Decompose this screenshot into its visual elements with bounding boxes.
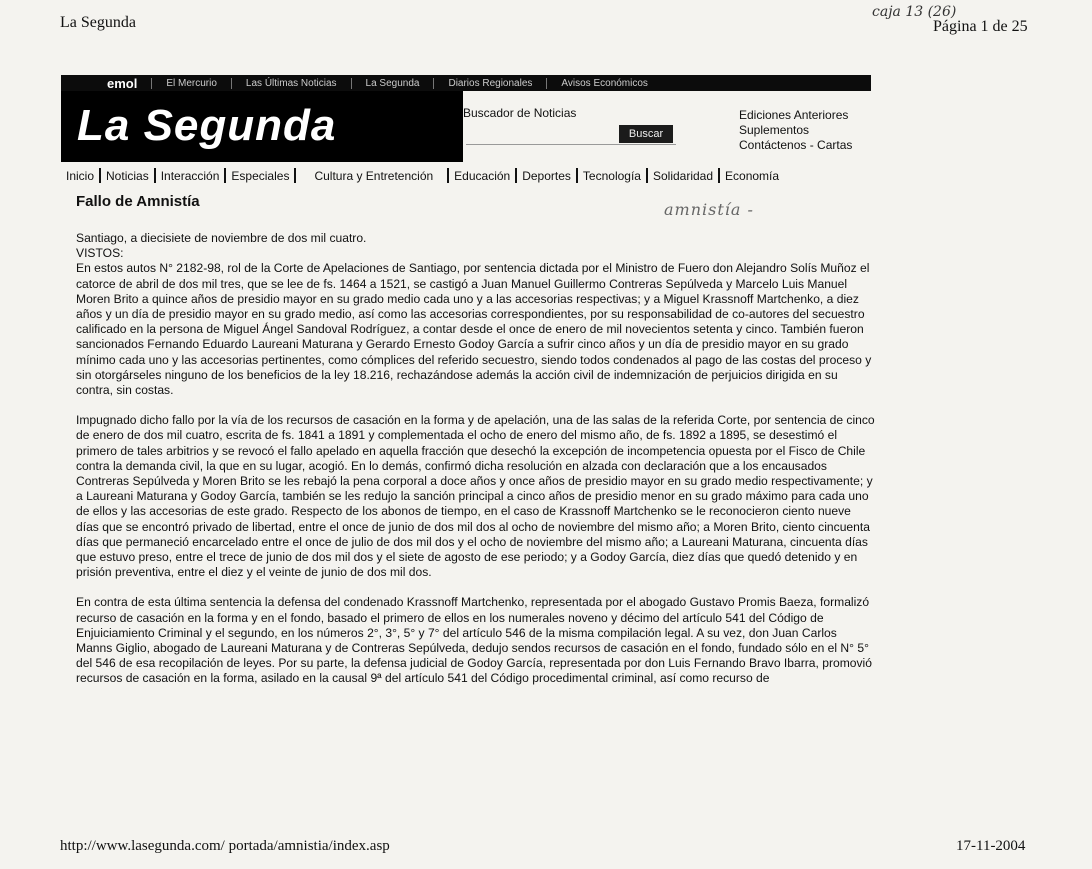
article-title: Fallo de Amnistía (76, 193, 200, 210)
logo-text: La Segunda (77, 101, 337, 150)
footer-date: 17-11-2004 (956, 838, 1026, 854)
nav-economia[interactable]: Economía (725, 169, 780, 183)
emol-link-las-ultimas-noticias[interactable]: Las Últimas Noticias (231, 78, 351, 89)
page-number: Página 1 de 25 (933, 18, 1028, 35)
side-links (739, 108, 852, 153)
nav-educacion[interactable]: Educación (454, 169, 511, 183)
emol-link-avisos-economicos[interactable]: Avisos Económicos (546, 78, 662, 89)
nav-separator (99, 168, 101, 183)
emol-link-la-segunda[interactable]: La Segunda (351, 78, 434, 89)
search-label: Buscador de Noticias (463, 106, 577, 120)
nav-separator (154, 168, 156, 183)
nav-separator (576, 168, 578, 183)
nav-separator (294, 168, 296, 183)
handwritten-note-margin: amnistía - (664, 200, 754, 219)
article-date-line: Santiago, a diecisiete de noviembre de dos mil cuatro. (76, 231, 367, 245)
emol-logo[interactable]: emol (107, 75, 138, 91)
link-suplementos[interactable]: Suplementos (739, 123, 810, 137)
article-paragraph: Impugnado dicho fallo por la vía de los recursos de casación en la forma y de apelación, una de las salas de la referida Corte, por sentencia de cinco de enero de dos mil cuatro, escrita de fs. 1841 a 1891 y complementada el ocho de enero del mismo año, de fs. 1892 a 1895, se desestimó el primero de tales arbitrios y se revocó el fallo apelado en aquella fracción que desechó la excepción de incompetencia opuesta por el Fisco de Chile contra la demanda civil, la que en su lugar, acogió. En lo demás, confirmó dicha resolución en alzada con declaración que a los encausados Contreras Sepúlveda y Moren Brito se les rebajó la pena corporal a doce años y once años de presidio mayor en su grado medio respectivamente; y a Laureani Maturana y Godoy García, también se les redujo la sanción principal a cinco años de presidio menor en su grado máximo para cada uno de ellos y las accesorias de este grado. Respecto de los abonos de tiempo, en el caso de Krassnoff Martchenko se le reconocieron ciento nueve días que se encontró privado de libertad, entre el once de junio de dos mil dos al ocho de noviembre del mismo año; a Moren Brito, ciento cincuenta días que permaneció encarcelado entre el once de julio de dos mil dos y el ocho de noviembre del mismo año; a Laureani Maturana, cincuenta días que estuvo preso, entre el trece de junio de dos mil dos y el siete de agosto de ese periodo; y a Godoy García, diez días que quedó detenido y en prisión preventiva, entre el diez y el veinte de junio de dos mil dos. (76, 413, 875, 580)
link-contactenos-cartas[interactable]: Contáctenos - Cartas (739, 138, 853, 152)
nav-interaccion[interactable]: Interacción (160, 169, 220, 183)
nav-deportes[interactable]: Deportes (522, 169, 571, 183)
nav-separator (646, 168, 648, 183)
handwritten-note-top: caja 13 (26) (872, 4, 957, 20)
nav-separator (447, 168, 449, 183)
nav-noticias[interactable]: Noticias (106, 169, 149, 183)
site-logo[interactable] (61, 91, 463, 162)
article-vistos: VISTOS: (76, 246, 124, 261)
main-nav (66, 168, 779, 185)
nav-inicio[interactable]: Inicio (66, 169, 95, 183)
nav-separator (224, 168, 226, 183)
article-paragraph: En estos autos N° 2182-98, rol de la Corte de Apelaciones de Santiago, por sentencia dictada por el Ministro de Fuero don Alejandro Solís Muñoz el catorce de abril de dos mil tres, que se lee de fs. 1464 a 1521, se castigó a Juan Manuel Guillermo Contreras Sepúlveda y Marcelo Luis Manuel Moren Brito a quince años de presidio mayor en su grado medio cada uno y a las accesorias respectivas; y a Miguel Krassnoff Martchenko, a diez años y un día de presidio mayor en su grado medio, así como las accesorias correspondientes, por su responsabilidad de co-autores del secuestro calificado en la persona de Miguel Ángel Sandoval Rodríguez, a contar desde el once de enero de mil novecientos setenta y cinco. También fueron sancionados Fernando Eduardo Laureani Maturana y Gerardo Ernesto Godoy García a sufrir cinco años y un día de presidio mayor en su grado mínimo cada uno y las accesorias pertinentes, como cómplices del referido secuestro, siendo todos condenados al pago de las costas del proceso y sin otorgárseles ninguno de los beneficios de la ley 18.216, rechazándose además la acción civil de indemnización de perjuicios dirigida en su contra, sin costas. (76, 261, 872, 398)
header-site-title: La Segunda (60, 14, 136, 31)
article-body (76, 231, 876, 702)
article-paragraph: En contra de esta última sentencia la defensa del condenado Krassnoff Martchenko, representada por el abogado Gustavo Promis Baeza, formalizó recurso de casación en la forma y en el fondo, basado el primero de ellos en los numerales noveno y décimo del artículo 541 del Código de Enjuiciamiento Criminal y el segundo, en los números 2°, 3°, 5° y 7° del artículo 546 de la misma compilación legal. A su vez, don Juan Carlos Manns Giglio, abogado de Laureani Maturana y de Contreras Sepúlveda, dedujo sendos recursos de casación en el fondo, fundado sólo en el N° 5° del 546 de esa recopilación de leyes. Por su parte, la defensa judicial de Godoy García, representada por don Luis Fernando Bravo Ibarra, promovió recursos de casación en la forma, asilado en la causal 9ª del artículo 541 del Código procedimental criminal, así como recurso de (76, 595, 872, 686)
nav-especiales[interactable]: Especiales (231, 169, 290, 183)
footer-url: http://www.lasegunda.com/ portada/amnistia/index.asp (60, 838, 390, 854)
nav-cultura-entretencion[interactable]: Cultura y Entretención (314, 169, 434, 183)
emol-link-el-mercurio[interactable]: El Mercurio (151, 78, 231, 89)
link-ediciones-anteriores[interactable]: Ediciones Anteriores (739, 108, 849, 122)
nav-separator (515, 168, 517, 183)
nav-tecnologia[interactable]: Tecnología (582, 169, 641, 183)
search-input[interactable] (466, 144, 676, 145)
emol-link-diarios-regionales[interactable]: Diarios Regionales (433, 78, 546, 89)
nav-separator (718, 168, 720, 183)
emol-network-bar (61, 75, 871, 91)
search-button[interactable]: Buscar (619, 125, 673, 143)
nav-solidaridad[interactable]: Solidaridad (652, 169, 714, 183)
